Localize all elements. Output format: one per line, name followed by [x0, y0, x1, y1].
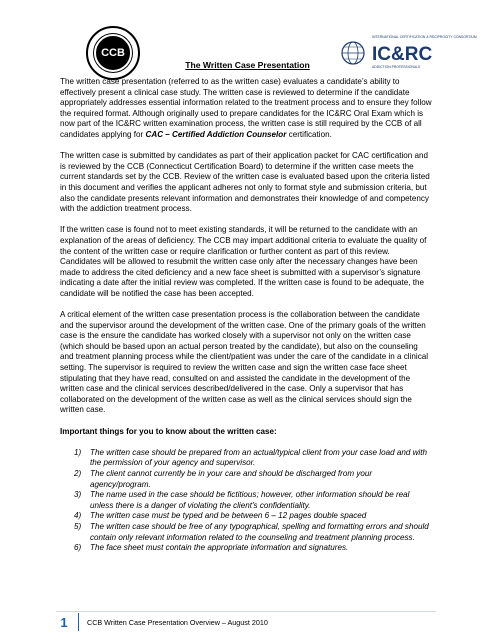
list-item-text: The written case should be prepared from an actual/typical client from your case load and with the permission of your agency and supervisor.	[90, 447, 427, 468]
icrc-logo	[340, 28, 477, 78]
list-heading: Important things for you to know about the written case:	[60, 426, 277, 436]
ccb-logo	[86, 26, 140, 80]
list-item	[60, 522, 432, 543]
paragraph-1	[60, 77, 432, 141]
paragraph-2: The written case is submitted by candidates as part of their application packet for CAC certification and is reviewed by the CCB (Connecticut Certification Board) to determine if the written case meets the current standards set by the CCB. Review of the written case is evaluated based upon the criteria listed in this document and verifies the applicant adheres not only to format style and submission criteria, but also the candidate presents relevant information and demonstrates their knowledge of and competency with the addiction treatment process.	[60, 151, 430, 214]
list-item-number: 3)	[74, 490, 82, 500]
document-title: The Written Case Presentation	[185, 60, 310, 70]
list-item-text: The written case must be typed and be between 6 – 12 pages double spaced	[90, 511, 367, 521]
list-item-text: The client cannot currently be in your care and should be discharged from your agency/program.	[90, 468, 373, 489]
icrc-logo-text: IC&RC	[372, 44, 433, 65]
footer-divider	[56, 611, 436, 612]
list-item	[60, 511, 432, 522]
list-item	[60, 490, 432, 511]
list-item-number: 5)	[74, 521, 82, 531]
paragraph-4: A critical element of the written case presentation process is the collaboration between the candidate and the supervisor around the development of the written case. One of the primary goals of the written case is the ensure the candidate has worked closely with a supervisor not only on the written case (which should be based upon an actual person treated by the candidate), but also on the counseling and treatment planning process while the client/patient was under the care of the candidate in a clinical setting. The supervisor is required to review the written case and sign the written case face sheet stipulating that they have read, consulted on and assisted the candidate in the development of the written case and the clinical services described/delivered in the case. Only a supervisor that has collaborated on the development of the written case as well as the clinical services should sign the written case.	[60, 310, 429, 415]
list-item-number: 4)	[74, 511, 82, 521]
cac-credential: CAC – Certified Addiction Counselor	[145, 129, 287, 139]
paragraph-1-end: certification.	[286, 129, 332, 139]
footer-text: CCB Written Case Presentation Overview – August 2010	[87, 617, 268, 627]
important-list	[60, 448, 432, 554]
icrc-logo-sub: ADDICTION PROFESSIONALS	[372, 65, 421, 69]
list-item	[60, 448, 432, 469]
icrc-logo-top: INTERNATIONAL CERTIFICATION & RECIPROCITY CONSORTIUM	[372, 35, 477, 39]
ccb-logo-text: CCB	[94, 34, 132, 72]
list-item-number: 2)	[74, 468, 82, 478]
list-item	[60, 469, 432, 490]
paragraph-3: If the written case is found not to meet existing standards, it will be returned to the candidate with an explanation of the areas of deficiency. The CCB may impart additional criteria to evaluate the quality of the content of the written case or require clarification or further content as part of this review. Candidates will be allowed to resubmit the written case only after the necessary changes have been made to address the cited deficiency and a new face sheet is submitted with a supervisor’s signature indicating a date after the initial review was completed. If the written case is found to be adequate, the candidate will be notified the case has been accepted.	[60, 225, 427, 298]
list-item	[60, 543, 432, 554]
list-item-text: The face sheet must contain the appropriate information and signatures.	[90, 543, 349, 553]
paragraph-1-text: The written case presentation (referred to as the written case) evaluates a candidate’s ability to effectively present a clinical case study. The written case is reviewed to determine if the candidate appropriately addresses essential information related to the treatment process and to ensure they follow the required format. Although originally used to prepare candidates for the IC&RC Oral Exam which is now part of the IC&RC written examination process, the written case is still required by the CCB of all candidates applying for	[60, 77, 432, 139]
list-item-number: 1)	[74, 447, 82, 457]
page-number: 1	[60, 614, 68, 630]
list-item-text: The name used in the case should be fictitious; however, other information should be real unless there is a danger of violating the client's confidentiality.	[90, 490, 410, 510]
page-footer	[56, 613, 436, 631]
footer-separator	[78, 613, 79, 631]
list-item-text: The written case should be free of any typographical, spelling and formatting errors and should contain only relevant information related to the counseling and treatment planning process.	[90, 521, 429, 542]
document-body	[60, 77, 432, 554]
list-item-number: 6)	[74, 543, 82, 553]
